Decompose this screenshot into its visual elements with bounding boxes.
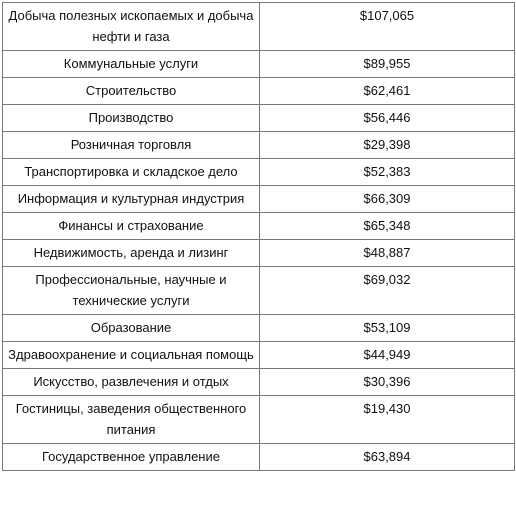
value-cell: $19,430 [260,396,515,444]
industry-cell: Гостиницы, заведения общественного питания [3,396,260,444]
value-cell: $69,032 [260,267,515,315]
table-row [3,159,515,186]
value-cell: $89,955 [260,51,515,78]
industry-cell: Образование [3,315,260,342]
table-row [3,315,515,342]
table-row [3,51,515,78]
value-cell: $44,949 [260,342,515,369]
industry-cell: Транспортировка и складское дело [3,159,260,186]
industry-cell: Недвижимость, аренда и лизинг [3,240,260,267]
industry-cell: Строительство [3,78,260,105]
value-cell: $62,461 [260,78,515,105]
table-row [3,3,515,51]
industry-cell: Добыча полезных ископаемых и добыча нефти и газа [3,3,260,51]
industry-cell: Искусство, развлечения и отдых [3,369,260,396]
value-cell: $56,446 [260,105,515,132]
value-cell: $66,309 [260,186,515,213]
table-row [3,186,515,213]
table-row [3,444,515,471]
value-cell: $63,894 [260,444,515,471]
table-body [3,3,515,471]
value-cell: $52,383 [260,159,515,186]
industry-cell: Коммунальные услуги [3,51,260,78]
table-row [3,267,515,315]
table-row [3,132,515,159]
value-cell: $48,887 [260,240,515,267]
table-row [3,213,515,240]
table-row [3,105,515,132]
value-cell: $53,109 [260,315,515,342]
industry-cell: Финансы и страхование [3,213,260,240]
industry-cell: Розничная торговля [3,132,260,159]
value-cell: $30,396 [260,369,515,396]
table-row [3,240,515,267]
table-row [3,369,515,396]
industry-wage-table [2,2,515,471]
industry-cell: Производство [3,105,260,132]
industry-cell: Профессиональные, научные и технические услуги [3,267,260,315]
table-row [3,342,515,369]
value-cell: $29,398 [260,132,515,159]
industry-cell: Здравоохранение и социальная помощь [3,342,260,369]
industry-cell: Государственное управление [3,444,260,471]
value-cell: $107,065 [260,3,515,51]
table-row [3,78,515,105]
table-row [3,396,515,444]
value-cell: $65,348 [260,213,515,240]
industry-cell: Информация и культурная индустрия [3,186,260,213]
